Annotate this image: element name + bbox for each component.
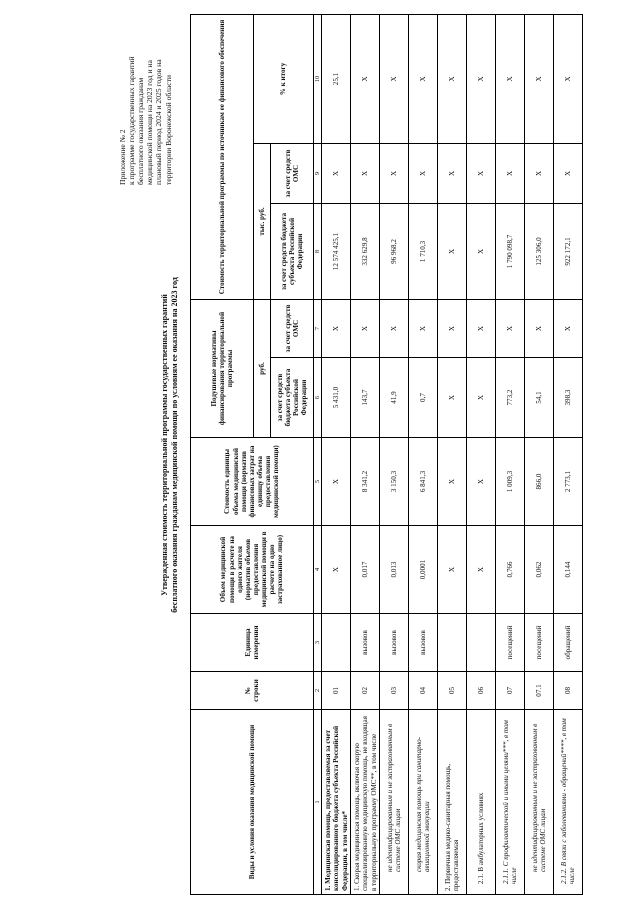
- column-number: 3: [314, 614, 322, 672]
- row-cost-oms: X: [380, 143, 409, 203]
- row-pc-oms: X: [322, 299, 351, 357]
- row-volume: 0,017: [351, 526, 380, 614]
- row-cost-oms: X: [525, 143, 554, 203]
- column-number: 6: [314, 358, 322, 438]
- header-pc-oms: за счет средств ОМС: [271, 299, 314, 357]
- title-line-2: бесплатного оказания гражданам медицинской помощи по условиям ее оказания на 2023 год: [170, 277, 179, 613]
- table-row: [438, 14, 467, 894]
- row-unit: вызовов: [409, 614, 438, 672]
- title-line-1: Утвержденная стоимость территориальной программы государственных гарантий: [160, 294, 169, 596]
- row-unit-cost: 6 841,3: [409, 438, 438, 526]
- row-name: 2.1. В амбулаторных условиях: [467, 710, 496, 895]
- row-cost-oms: X: [438, 143, 467, 203]
- row-number: 04: [409, 672, 438, 710]
- column-number: 7: [314, 299, 322, 357]
- column-number: 10: [314, 14, 322, 143]
- table-row: [554, 14, 583, 894]
- column-number: 4: [314, 526, 322, 614]
- row-unit: [322, 614, 351, 672]
- row-pc-oms: X: [380, 299, 409, 357]
- row-cost-budget: X: [438, 203, 467, 299]
- row-cost-oms: X: [322, 143, 351, 203]
- row-cost-budget: 922 172,1: [554, 203, 583, 299]
- row-unit-cost: 3 150,3: [380, 438, 409, 526]
- row-cost-budget: 1 710,3: [409, 203, 438, 299]
- row-unit: посещений: [525, 614, 554, 672]
- table-row: [409, 14, 438, 894]
- appendix-line: территории Воронежской области: [163, 74, 173, 185]
- header-cost-unit: Стоимость единицы объема медицинской помощи (норматив финансовых затрат на единицу объема предоставления медицинской помощи): [191, 438, 314, 526]
- row-cost-oms: X: [409, 143, 438, 203]
- row-pc-oms: X: [351, 299, 380, 357]
- row-volume: 0,013: [380, 526, 409, 614]
- row-unit: вызовов: [351, 614, 380, 672]
- row-number: 01: [322, 672, 351, 710]
- row-volume: X: [438, 526, 467, 614]
- appendix-line: к программе государственных гарантий: [127, 56, 137, 185]
- row-percent: X: [438, 14, 467, 143]
- row-pc-oms: X: [438, 299, 467, 357]
- row-cost-budget: 96 968,2: [380, 203, 409, 299]
- row-cost-budget: 1 790 098,7: [496, 203, 525, 299]
- row-pc-budget: 5 431,0: [322, 358, 351, 438]
- row-pc-budget: 41,9: [380, 358, 409, 438]
- row-unit: [438, 614, 467, 672]
- row-number: 06: [467, 672, 496, 710]
- row-unit-cost: 1 009,3: [496, 438, 525, 526]
- row-number: 07.1: [525, 672, 554, 710]
- row-unit-cost: 866,0: [525, 438, 554, 526]
- column-number: 5: [314, 438, 322, 526]
- row-name: скорая медицинская помощь при санитарно-авиационной эвакуации: [409, 710, 438, 895]
- row-name: 2. Первичная медико-санитарная помощь, предоставляемая: [438, 710, 467, 895]
- table-row: [467, 14, 496, 894]
- row-pc-budget: 398,3: [554, 358, 583, 438]
- row-unit: [467, 614, 496, 672]
- header-thous-rub: тыс. руб.: [254, 143, 271, 299]
- header-cost-oms: за счет средств ОМС: [271, 143, 314, 203]
- header-types: Виды и условия оказания медицинской помощи: [191, 710, 314, 895]
- appendix-line: Приложение № 2: [118, 129, 127, 185]
- row-name: 2.1.1. С профилактической и иными целями***, в том числе: [496, 710, 525, 895]
- row-percent: X: [467, 14, 496, 143]
- row-cost-budget: 12 574 425,1: [322, 203, 351, 299]
- row-volume: 0,144: [554, 526, 583, 614]
- row-cost-oms: X: [467, 143, 496, 203]
- row-pc-budget: 773,2: [496, 358, 525, 438]
- row-pc-budget: 54,1: [525, 358, 554, 438]
- row-percent: X: [525, 14, 554, 143]
- row-percent: X: [351, 14, 380, 143]
- table-row: [351, 14, 380, 894]
- row-cost-oms: X: [351, 143, 380, 203]
- row-name: не идентифицированным и не застрахованным в системе ОМС лицам: [380, 710, 409, 895]
- header-percent: % к итогу: [254, 14, 314, 143]
- column-number: 8: [314, 203, 322, 299]
- row-percent: 25,1: [322, 14, 351, 143]
- row-unit-cost: X: [467, 438, 496, 526]
- appendix-line: плановый период 2024 и 2025 годов на: [154, 59, 164, 185]
- row-unit-cost: X: [438, 438, 467, 526]
- header-pc-budget: за счет средств бюджета субъекта Российской Федерации: [271, 358, 314, 438]
- table-row: [525, 14, 554, 894]
- row-number: 02: [351, 672, 380, 710]
- row-volume: 0,766: [496, 526, 525, 614]
- document-title: [160, 165, 180, 725]
- row-volume: 0,062: [525, 526, 554, 614]
- row-unit-cost: 2 773,1: [554, 438, 583, 526]
- row-cost-budget: 332 629,8: [351, 203, 380, 299]
- header-row-no: № строки: [191, 672, 314, 710]
- row-cost-budget: X: [467, 203, 496, 299]
- row-cost-oms: X: [554, 143, 583, 203]
- row-cost-oms: X: [496, 143, 525, 203]
- row-number: 03: [380, 672, 409, 710]
- row-unit: обращений: [554, 614, 583, 672]
- row-name: 2.1.2. В связи с заболеваниями - обращений****, в том числе: [554, 710, 583, 895]
- header-per-capita: Подушевые нормативы финансирования территориальной программы: [191, 299, 254, 437]
- appendix-note: [118, 0, 173, 185]
- row-volume: X: [322, 526, 351, 614]
- row-pc-budget: 143,7: [351, 358, 380, 438]
- row-percent: X: [554, 14, 583, 143]
- header-volume: Объем медицинской помощи в расчете на одного жителя (норматив объемов предоставления медицинской помощи в расчете на одно застрахованное лицо): [191, 526, 314, 614]
- row-unit-cost: 8 341,2: [351, 438, 380, 526]
- column-number: 2: [314, 672, 322, 710]
- row-pc-budget: 0,7: [409, 358, 438, 438]
- row-name: 1. Скорая медицинская помощь, включая скорую специализированную медицинскую помощь, не входящая в территориальную программу ОМС**, в том числе: [351, 710, 380, 895]
- table-row: [496, 14, 525, 894]
- row-volume: 0,0001: [409, 526, 438, 614]
- row-pc-oms: X: [467, 299, 496, 357]
- row-unit: вызовов: [380, 614, 409, 672]
- row-pc-oms: X: [409, 299, 438, 357]
- row-name: 1. Медицинская помощь, предоставляемая за счет консолидированного бюджета субъекта Российской Федерации, в том числе*: [322, 710, 351, 895]
- column-number: 9: [314, 143, 322, 203]
- header-unit: Единица измерения: [191, 614, 314, 672]
- column-number: 1: [314, 710, 322, 895]
- row-number: 05: [438, 672, 467, 710]
- row-cost-budget: 125 306,0: [525, 203, 554, 299]
- header-program-cost: Стоимость территориальной программы по источникам ее финансового обеспечения: [191, 14, 254, 299]
- row-unit: посещений: [496, 614, 525, 672]
- row-number: 07: [496, 672, 525, 710]
- row-pc-budget: X: [438, 358, 467, 438]
- row-percent: X: [380, 14, 409, 143]
- appendix-line: медицинской помощи на 2023 год и на: [145, 60, 155, 185]
- row-unit-cost: X: [322, 438, 351, 526]
- row-percent: X: [496, 14, 525, 143]
- header-cost-budget: за счет средств бюджета субъекта Российской Федерации: [271, 203, 314, 299]
- row-pc-budget: X: [467, 358, 496, 438]
- row-pc-oms: X: [525, 299, 554, 357]
- row-number: 08: [554, 672, 583, 710]
- table-row: [380, 14, 409, 894]
- cost-table: [190, 14, 583, 895]
- row-pc-oms: X: [554, 299, 583, 357]
- row-name: не идентифицированным и не застрахованным в системе ОМС лицам: [525, 710, 554, 895]
- header-rub: руб.: [254, 299, 271, 437]
- row-percent: X: [409, 14, 438, 143]
- table-row: [322, 14, 351, 894]
- row-pc-oms: X: [496, 299, 525, 357]
- row-volume: X: [467, 526, 496, 614]
- appendix-line: бесплатного оказания гражданам: [136, 77, 146, 185]
